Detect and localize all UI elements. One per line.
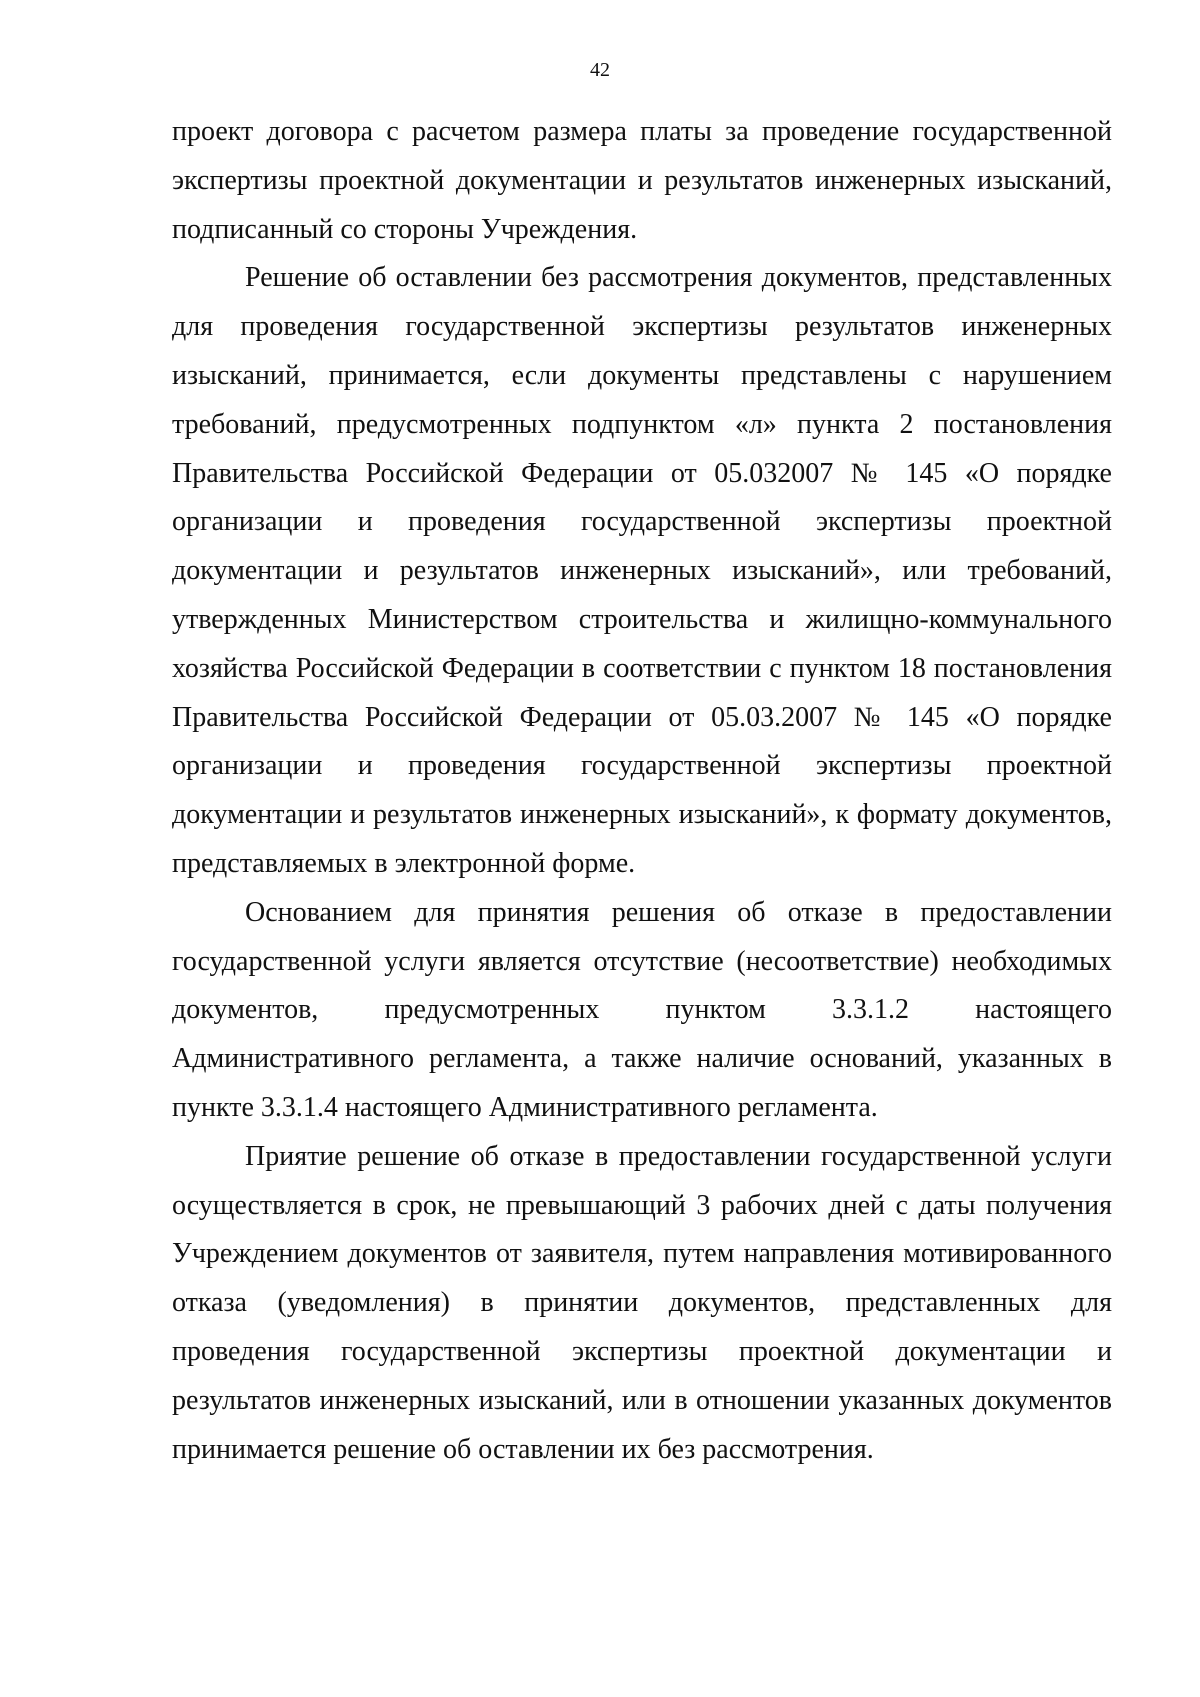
paragraph-contract-draft: проект договора с расчетом размера платы за проведение государственной экспертизы проектной документации и результатов инженерных изысканий, подписанный со стороны Учреждения. — [172, 116, 1112, 245]
paragraph-leave-without-review: Решение об оставлении без рассмотрения документов, представленных для проведения государственной экспертизы результатов инженерных изысканий, принимается, если документы представлены с нарушением требований, предусмотренных подпунктом «л» пункта 2 постановления Правительства Российской Федерации от 05.032007 № 145 «О порядке организации и проведения государственной экспертизы проектной документации и результатов инженерных изысканий», или требований, утвержденных Министерством строительства и жилищно-коммунального хозяйства Российской Федерации в соответствии с пунктом 18 постановления Правительства Российской Федерации от 05.03.2007 № 145 «О порядке организации и проведения государственной экспертизы проектной документации и результатов инженерных изысканий», к формату документов, представляемых в электронной форме. — [172, 262, 1112, 879]
page-number: 42 — [590, 59, 610, 81]
document-body — [172, 108, 1112, 1474]
paragraph-refusal-grounds: Основанием для принятия решения об отказе в предоставлении государственной услуги является отсутствие (несоответствие) необходимых документов, предусмотренных пунктом 3.3.1.2 настоящего Административного регламента, а также наличие оснований, указанных в пункте 3.3.1.4 настоящего Административного регламента. — [172, 896, 1112, 1123]
paragraph-refusal-deadline: Приятие решение об отказе в предоставлении государственной услуги осуществляется в срок, не превышающий 3 рабочих дней с даты получения Учреждением документов от заявителя, путем направления мотивированного отказа (уведомления) в принятии документов, представленных для проведения государственной экспертизы проектной документации и результатов инженерных изысканий, или в отношении указанных документов принимается решение об оставлении их без рассмотрения. — [172, 1140, 1112, 1465]
